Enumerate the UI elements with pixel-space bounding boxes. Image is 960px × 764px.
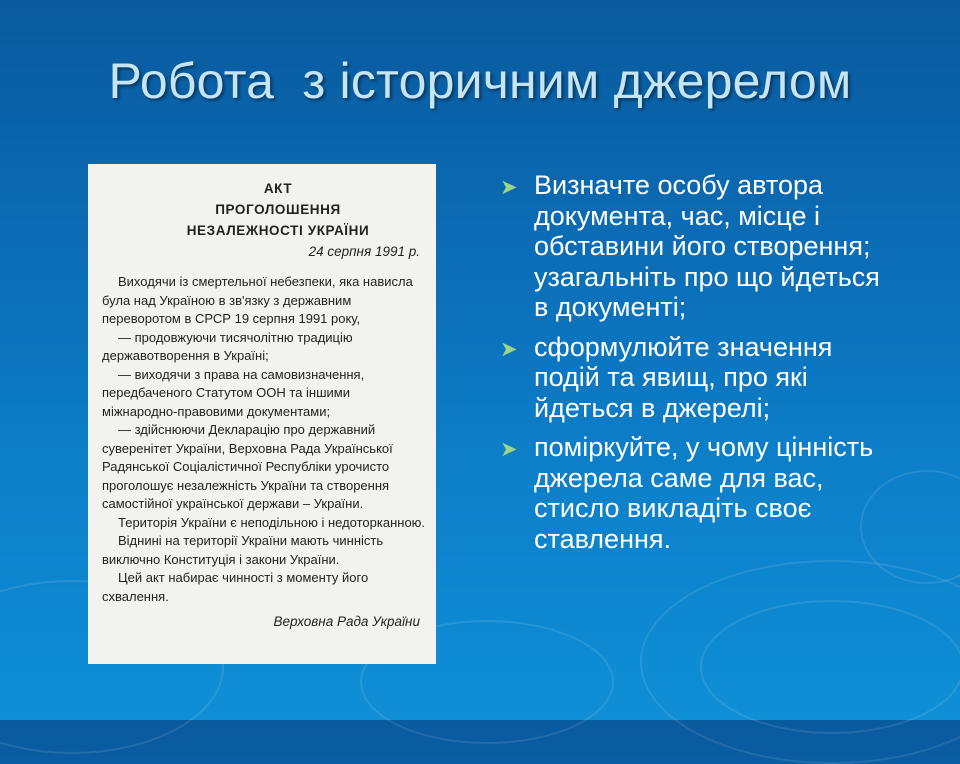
- task-text: сформулюйте значення подій та явищ, про які йдеться в джерелі;: [534, 331, 833, 423]
- task-list: [500, 170, 900, 563]
- document-heading-line: ПРОГОЛОШЕННЯ: [215, 202, 341, 217]
- document-paragraph: — виходячи з права на самовизначення, передбаченого Статутом ООН та іншими міжнародно-правовими документами;: [102, 366, 365, 419]
- historical-document-image: [88, 164, 436, 664]
- arrow-bullet-icon: ➤: [500, 176, 518, 199]
- document-paragraph: — продовжуючи тисячолітню традицію державотворення в Україні;: [102, 329, 353, 363]
- task-text: Визначте особу автора документа, час, місце і обставини його створення; узагальніть про що йдеться в документі;: [534, 170, 880, 322]
- document-date: 24 серпня 1991 р.: [308, 244, 420, 259]
- document-signature: Верховна Рада України: [273, 614, 420, 629]
- document-heading: [130, 178, 426, 241]
- task-item: [500, 170, 900, 323]
- document-paragraph: — здійснюючи Декларацію про державний суверенітет України, Верховна Рада Української Радянської Соціалістичної Республіки урочисто проголошує незалежність України та створення самостійної української держави – України.: [102, 422, 393, 511]
- arrow-bullet-icon: ➤: [500, 438, 518, 461]
- task-item: [500, 332, 900, 424]
- document-body: [102, 273, 426, 606]
- task-text: поміркуйте, у чому цінність джерела саме для вас, стисло викладіть своє ставлення.: [534, 432, 874, 554]
- task-item: [500, 432, 900, 554]
- document-paragraph: Віднині на території України мають чинність виключно Конституція і закони України.: [102, 533, 384, 567]
- document-paragraph: Цей акт набирає чинності з моменту його схвалення.: [102, 570, 369, 604]
- arrow-bullet-icon: ➤: [500, 337, 518, 361]
- document-heading-line: НЕЗАЛЕЖНОСТІ УКРАЇНИ: [186, 223, 370, 238]
- background-ripple: [700, 600, 960, 734]
- slide-title: Робота з історичним джерелом: [108, 53, 852, 109]
- document-heading-line: АКТ: [263, 181, 293, 196]
- document-paragraph: Виходячи із смертельної небезпеки, яка нависла була над Україною в зв'язку з державним переворотом в СРСР 19 серпня 1991 року,: [102, 274, 413, 326]
- document-paragraph: Територія України є неподільною і недоторканною.: [118, 514, 426, 530]
